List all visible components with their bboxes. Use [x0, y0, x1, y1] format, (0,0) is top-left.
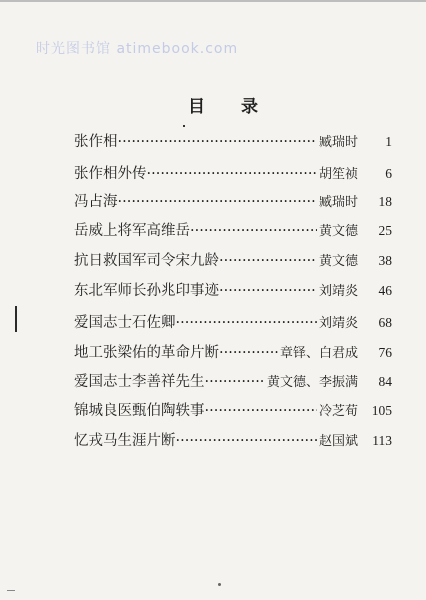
dot-leader — [219, 253, 317, 269]
entry-author: 章铎、白君成 — [279, 346, 358, 361]
toc-entry[interactable] — [74, 341, 392, 363]
entry-author: 黄文德 — [318, 224, 358, 239]
toc-entry[interactable] — [74, 130, 392, 152]
entry-page: 84 — [378, 374, 392, 389]
toc-entry[interactable] — [74, 162, 392, 184]
entry-author: 赵国斌 — [318, 434, 358, 449]
entry-title: 爱国志士李善祥先生 — [74, 374, 205, 390]
entry-page: 38 — [378, 253, 392, 268]
entry-title: 锦城良医甄伯陶轶事 — [74, 403, 205, 419]
entry-title: 东北军师长孙兆印事迹 — [74, 283, 219, 299]
toc-entry[interactable] — [74, 249, 392, 271]
toc-entry[interactable] — [74, 370, 392, 392]
entry-page: 68 — [378, 315, 392, 330]
entry-title: 爱国志士石佐卿 — [74, 315, 176, 331]
entry-title: 张作相外传 — [74, 166, 147, 182]
dot-leader — [190, 223, 317, 239]
dot-leader — [147, 166, 317, 182]
entry-page: 105 — [371, 403, 392, 418]
entry-author: 冷芝荀 — [318, 404, 358, 419]
watermark: 时光图书馆 atimebook.com — [36, 41, 239, 57]
entry-author: 黄文德 — [318, 254, 358, 269]
dot-leader — [205, 374, 265, 390]
toc-entry[interactable] — [74, 279, 392, 301]
entry-author: 胡笙祯 — [318, 167, 358, 182]
toc-entry[interactable] — [74, 311, 392, 333]
page-title: 目录 — [188, 97, 294, 117]
toc-entry[interactable] — [74, 429, 392, 451]
entry-author: 黄文德、李振满 — [266, 375, 358, 390]
entry-page: 6 — [385, 166, 392, 181]
entry-title: 忆戎马生涯片断 — [74, 433, 176, 449]
entry-title: 张作相 — [74, 134, 118, 150]
entry-author: 臧瑞时 — [318, 195, 358, 210]
entry-page: 18 — [378, 194, 392, 209]
toc-entry[interactable] — [74, 190, 392, 212]
dot-leader — [205, 403, 317, 419]
toc-entry[interactable] — [74, 219, 392, 241]
dot-leader — [118, 194, 317, 210]
entry-page: 46 — [378, 283, 392, 298]
print-speck — [7, 590, 15, 591]
dot-leader — [176, 433, 317, 449]
dot-leader — [219, 283, 317, 299]
print-speck — [218, 583, 221, 586]
entry-title: 地工张梁佑的革命片断 — [74, 345, 219, 361]
dot-leader — [118, 134, 317, 150]
entry-author: 刘靖炎 — [318, 316, 358, 331]
entry-page: 113 — [372, 433, 392, 448]
margin-mark — [15, 306, 17, 332]
dot-leader — [176, 315, 317, 331]
entry-author: 臧瑞时 — [318, 135, 358, 150]
entry-title: 冯占海 — [74, 194, 118, 210]
entry-author: 刘靖炎 — [318, 284, 358, 299]
entry-page: 76 — [378, 345, 392, 360]
entry-title: 抗日救国军司令宋九龄 — [74, 253, 219, 269]
entry-title: 岳威上将军高维岳 — [74, 223, 190, 239]
dot-leader — [219, 345, 278, 361]
entry-page: 25 — [378, 223, 392, 238]
toc-entry[interactable] — [74, 399, 392, 421]
entry-page: 1 — [385, 134, 392, 149]
